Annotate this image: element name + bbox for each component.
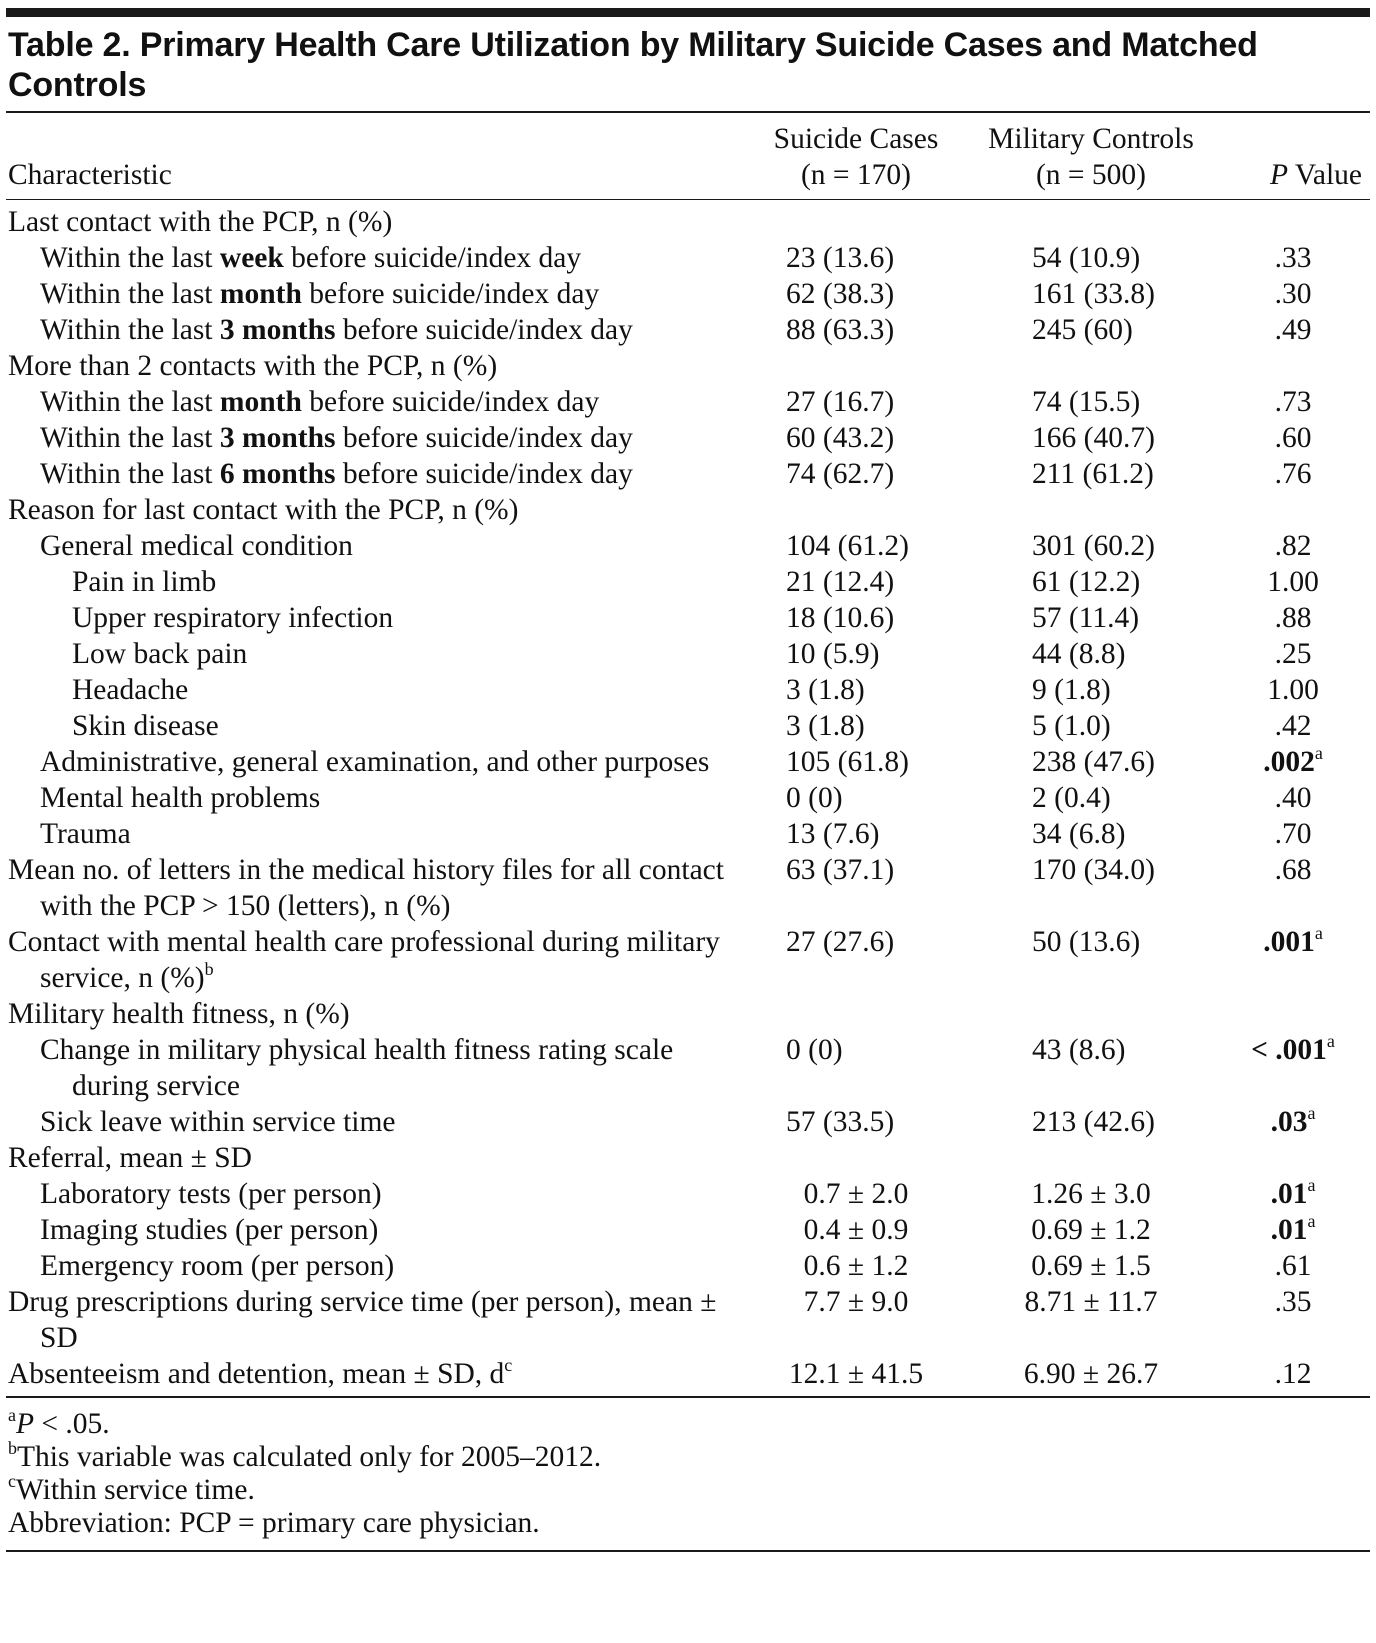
cell-suicide-cases [746,492,966,528]
footnote-marker: a [1307,1175,1316,1195]
cell-suicide-cases: 0.6 ± 1.2 [803,1250,909,1282]
cell-suicide-cases [746,200,966,240]
table-row [6,420,1370,456]
header-characteristic: Characteristic [8,158,172,191]
p-value-text: .42 [1274,710,1312,742]
top-rule [6,8,1370,17]
p-value-text: 1.00 [1267,566,1319,598]
row-characteristic [6,852,746,924]
table-row [6,1104,1370,1140]
row-characteristic [6,1032,746,1104]
cell-military-controls: 170 (34.0) [1032,854,1155,886]
characteristic-text: Mental health problems [40,782,321,814]
row-characteristic [6,924,746,996]
characteristic-text: Sick leave within service time [40,1106,396,1138]
table-row [6,348,1370,384]
row-characteristic [6,420,746,456]
table-row [6,456,1370,492]
table-row [6,1212,1370,1248]
p-value-text: .33 [1274,242,1312,274]
row-characteristic [6,780,746,816]
characteristic-text: More than 2 contacts with the PCP, n (%) [8,350,498,382]
cell-p-value [1216,420,1370,456]
characteristic-text: before suicide/index day [335,314,633,346]
footnote-marker: c [504,1355,513,1375]
table-row [6,240,1370,276]
p-value-text: .001 [1263,926,1315,958]
cell-p-value [1216,1356,1370,1396]
characteristic-text: Skin disease [72,710,219,742]
characteristic-text: Within the last [40,458,220,490]
table-bottom-rule [6,1396,1370,1398]
cell-suicide-cases: 13 (7.6) [786,818,880,850]
cell-p-value [1216,456,1370,492]
cell-p-value [1216,780,1370,816]
footnote-text: P [16,1408,35,1440]
cell-military-controls: 54 (10.9) [1032,242,1141,274]
characteristic-text: Mean no. of letters in the medical history files for all contact with the PCP > 150 (letters), n (%) [8,854,724,922]
row-characteristic [6,1284,746,1356]
characteristic-text: Emergency room (per person) [40,1250,395,1282]
cell-p-value [1216,200,1370,240]
characteristic-text: Within the last [40,278,220,310]
cell-suicide-cases: 88 (63.3) [786,314,895,346]
table-row [6,312,1370,348]
cell-p-value [1216,636,1370,672]
cell-military-controls: 0.69 ± 1.5 [1031,1250,1151,1282]
row-characteristic [6,200,746,240]
characteristic-text: before suicide/index day [301,278,600,310]
table-row [6,996,1370,1032]
table-row [6,528,1370,564]
row-characteristic [6,744,746,780]
table-row [6,276,1370,312]
table-row [6,1032,1370,1104]
row-characteristic [6,312,746,348]
footnote-marker: b [8,1438,17,1458]
row-characteristic [6,1356,746,1396]
characteristic-text: before suicide/index day [335,458,633,490]
row-characteristic [6,600,746,636]
footnotes [8,1405,1370,1540]
p-value-text: .76 [1274,458,1312,490]
row-characteristic [6,276,746,312]
row-characteristic [6,1212,746,1248]
cell-p-value [1216,1104,1370,1140]
cell-p-value [1216,384,1370,420]
p-value-text: .01 [1270,1178,1308,1210]
cell-suicide-cases [746,1140,966,1176]
characteristic-text: 6 months [219,458,336,490]
table-body [6,200,1370,1396]
footnote [8,1438,1370,1474]
p-value-text: .40 [1274,782,1312,814]
footer-rule [6,1550,1370,1552]
table-row [6,852,1370,924]
cell-p-value [1216,672,1370,708]
cell-suicide-cases: 3 (1.8) [786,674,865,706]
row-characteristic [6,456,746,492]
characteristic-text: Within the last [40,242,220,274]
cell-suicide-cases: 27 (27.6) [786,926,895,958]
cell-military-controls: 5 (1.0) [1032,710,1111,742]
p-value-text: .35 [1274,1286,1312,1318]
cell-suicide-cases: 7.7 ± 9.0 [803,1286,909,1318]
p-value-text: .60 [1274,422,1312,454]
cell-suicide-cases: 60 (43.2) [786,422,895,454]
cell-suicide-cases: 57 (33.5) [786,1106,895,1138]
footnote-text: Within service time. [16,1474,255,1506]
p-value-text: .30 [1274,278,1312,310]
table-row [6,816,1370,852]
characteristic-text: Administrative, general examination, and other purposes [40,746,710,778]
p-value-text: .12 [1274,1358,1312,1390]
cell-military-controls: 50 (13.6) [1032,926,1141,958]
cell-suicide-cases: 0.4 ± 0.9 [803,1214,909,1246]
cell-p-value [1216,1032,1370,1104]
cell-p-value [1216,528,1370,564]
p-value-text: .88 [1274,602,1312,634]
characteristic-text: Military health fitness, n (%) [8,998,350,1030]
characteristic-text: Imaging studies (per person) [40,1214,379,1246]
footnote-text: Abbreviation: PCP = primary care physician. [8,1507,540,1539]
characteristic-text: month [219,386,302,418]
table-title: Table 2. Primary Health Care Utilization by Military Suicide Cases and Matched Controls [8,26,1258,104]
header-military-controls [966,113,1216,199]
p-value-text: .73 [1274,386,1312,418]
header-controls-n: (n = 500) [1035,158,1147,191]
cell-p-value [1216,1248,1370,1284]
row-characteristic [6,492,746,528]
cell-p-value [1216,276,1370,312]
cell-p-value [1216,348,1370,384]
cell-military-controls: 44 (8.8) [1032,638,1126,670]
p-value-text: 1.00 [1267,674,1319,706]
cell-p-value [1216,1176,1370,1212]
characteristic-text: Pain in limb [72,566,217,598]
header-p-rest: Value [1287,158,1362,191]
footnote-marker: b [204,959,214,979]
footnote [8,1507,1370,1540]
table-row [6,672,1370,708]
characteristic-text: General medical condition [40,530,353,562]
p-value-text: < .001 [1251,1034,1327,1066]
footnote [8,1405,1370,1441]
cell-suicide-cases: 0.7 ± 2.0 [803,1178,909,1210]
characteristic-text: Absenteeism and detention, mean ± SD, d [8,1358,505,1390]
footnote-marker: a [1314,743,1323,763]
characteristic-text: Headache [72,674,189,706]
cell-p-value [1216,240,1370,276]
footnote-marker: a [1314,923,1323,943]
table-row [6,1140,1370,1176]
characteristic-text: week [219,242,284,274]
table-row [6,780,1370,816]
row-characteristic [6,636,746,672]
characteristic-text: 3 months [219,314,336,346]
data-table [6,113,1370,1397]
characteristic-text: Low back pain [72,638,248,670]
header-suicide-cases [746,113,966,199]
cell-suicide-cases: 0 (0) [786,1034,843,1066]
cell-military-controls: 57 (11.4) [1032,602,1140,634]
p-value-text: .70 [1274,818,1312,850]
cell-p-value [1216,708,1370,744]
cell-p-value [1216,1284,1370,1356]
table-document [6,8,1370,1552]
cell-p-value [1216,1212,1370,1248]
cell-military-controls: 213 (42.6) [1032,1106,1155,1138]
table-row [6,200,1370,240]
table-row [6,384,1370,420]
cell-military-controls: 1.26 ± 3.0 [1031,1178,1151,1210]
cell-military-controls: 245 (60) [1032,314,1133,346]
table-row [6,924,1370,996]
cell-military-controls: 74 (15.5) [1032,386,1141,418]
cell-p-value [1216,492,1370,528]
footnote-marker: a [8,1405,16,1425]
footnote-marker: a [1326,1031,1335,1051]
cell-p-value [1216,744,1370,780]
header-cases-n: (n = 170) [800,158,912,191]
cell-suicide-cases: 10 (5.9) [786,638,880,670]
cell-suicide-cases: 12.1 ± 41.5 [788,1358,924,1390]
cell-military-controls: 6.90 ± 26.7 [1023,1358,1159,1390]
table-row [6,600,1370,636]
cell-military-controls [966,348,1216,384]
p-value-text: .82 [1274,530,1312,562]
footnote [8,1471,1370,1507]
cell-p-value [1216,312,1370,348]
cell-military-controls: 166 (40.7) [1032,422,1155,454]
footnote-marker: c [8,1471,16,1491]
characteristic-text: Last contact with the PCP, n (%) [8,206,393,238]
cell-suicide-cases: 62 (38.3) [786,278,895,310]
cell-military-controls [966,492,1216,528]
cell-military-controls: 8.71 ± 11.7 [1024,1286,1158,1318]
cell-military-controls [966,996,1216,1032]
header-p-italic: P [1269,158,1288,191]
table-row [6,1176,1370,1212]
cell-military-controls [966,200,1216,240]
p-value-text: .002 [1263,746,1315,778]
characteristic-text: Reason for last contact with the PCP, n (%) [8,494,519,526]
cell-p-value [1216,564,1370,600]
header-cases-label: Suicide Cases [773,122,939,155]
row-characteristic [6,528,746,564]
characteristic-text: Laboratory tests (per person) [40,1178,382,1210]
header-controls-label: Military Controls [988,122,1194,155]
table-row [6,744,1370,780]
row-characteristic [6,240,746,276]
cell-suicide-cases [746,996,966,1032]
table-row [6,1248,1370,1284]
row-characteristic [6,1176,746,1212]
cell-military-controls: 238 (47.6) [1032,746,1155,778]
table-row [6,1284,1370,1356]
cell-p-value [1216,996,1370,1032]
cell-military-controls [966,1140,1216,1176]
p-value-text: .68 [1274,854,1312,886]
cell-p-value [1216,600,1370,636]
table-row [6,492,1370,528]
p-value-text: .25 [1274,638,1312,670]
characteristic-text: Referral, mean ± SD [8,1142,252,1174]
characteristic-text: Trauma [40,818,131,850]
footnote-marker: a [1307,1103,1316,1123]
table-row [6,636,1370,672]
table-row [6,1356,1370,1396]
cell-suicide-cases: 27 (16.7) [786,386,895,418]
characteristic-text: Within the last [40,386,220,418]
p-value-text: .01 [1270,1214,1308,1246]
cell-p-value [1216,924,1370,996]
cell-p-value [1216,852,1370,924]
table-header [6,113,1370,201]
cell-military-controls: 34 (6.8) [1032,818,1126,850]
row-characteristic [6,1248,746,1284]
cell-p-value [1216,1140,1370,1176]
footnote-text: < .05. [34,1408,110,1440]
row-characteristic [6,996,746,1032]
cell-military-controls: 2 (0.4) [1032,782,1111,814]
p-value-text: .03 [1270,1106,1308,1138]
cell-military-controls: 43 (8.6) [1032,1034,1126,1066]
characteristic-text: Change in military physical health fitness rating scale during service [40,1034,674,1102]
characteristic-text: 3 months [219,422,336,454]
cell-military-controls: 161 (33.8) [1032,278,1155,310]
row-characteristic [6,348,746,384]
characteristic-text: before suicide/index day [283,242,582,274]
cell-military-controls: 0.69 ± 1.2 [1031,1214,1151,1246]
table-row [6,708,1370,744]
cell-suicide-cases: 74 (62.7) [786,458,895,490]
row-characteristic [6,816,746,852]
cell-suicide-cases: 105 (61.8) [786,746,909,778]
cell-suicide-cases [746,348,966,384]
row-characteristic [6,708,746,744]
cell-suicide-cases: 3 (1.8) [786,710,865,742]
row-characteristic [6,564,746,600]
header-p-value [1216,113,1370,199]
row-characteristic [6,384,746,420]
cell-suicide-cases: 0 (0) [786,782,843,814]
cell-suicide-cases: 23 (13.6) [786,242,895,274]
characteristic-text: month [219,278,302,310]
characteristic-text: Contact with mental health care professional during military service, n (%) [8,926,720,994]
footnote-marker: a [1307,1211,1316,1231]
cell-military-controls: 61 (12.2) [1032,566,1141,598]
cell-military-controls: 301 (60.2) [1032,530,1155,562]
footnote-text: This variable was calculated only for 2005–2012. [17,1441,602,1473]
characteristic-text: before suicide/index day [335,422,633,454]
cell-suicide-cases: 21 (12.4) [786,566,895,598]
characteristic-text: Within the last [40,422,220,454]
p-value-text: .61 [1274,1250,1312,1282]
characteristic-text: before suicide/index day [301,386,600,418]
cell-p-value [1216,816,1370,852]
cell-military-controls: 211 (61.2) [1032,458,1154,490]
cell-suicide-cases: 104 (61.2) [786,530,909,562]
characteristic-text: Within the last [40,314,220,346]
characteristic-text: Drug prescriptions during service time (per person), mean ± SD [8,1286,717,1354]
cell-suicide-cases: 63 (37.1) [786,854,895,886]
characteristic-text: Upper respiratory infection [72,602,394,634]
cell-suicide-cases: 18 (10.6) [786,602,895,634]
row-characteristic [6,672,746,708]
row-characteristic [6,1140,746,1176]
table-row [6,564,1370,600]
p-value-text: .49 [1274,314,1312,346]
row-characteristic [6,1104,746,1140]
cell-military-controls: 9 (1.8) [1032,674,1111,706]
